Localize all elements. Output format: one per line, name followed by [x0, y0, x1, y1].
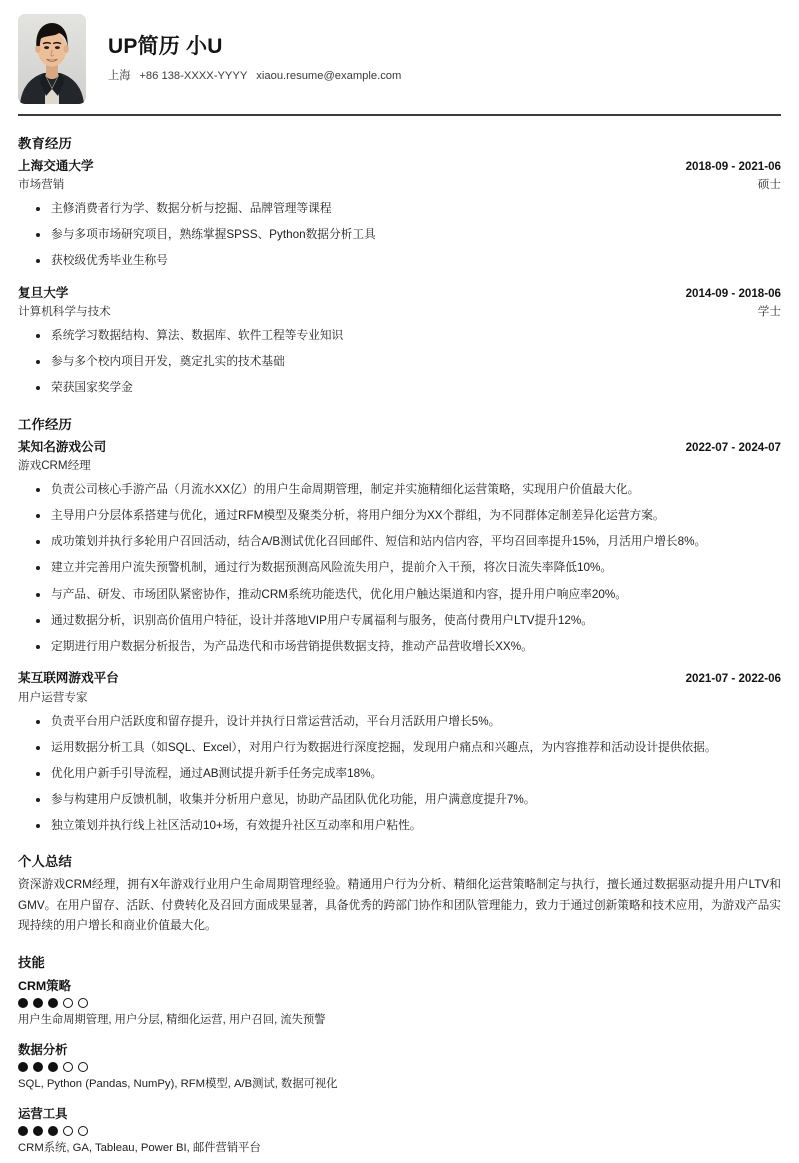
summary-text: 资深游戏CRM经理，拥有X年游戏行业用户生命周期管理经验。精通用户行为分析、精细化运营策略制定与执行，擅长通过数据驱动提升用户LTV和GMV。在用户留存、活跃、付费转化及召回方面成果显著，具备优秀的跨部门协作和团队管理能力，致力于通过创新策略和技术应用，为游戏产品实现持续的用户增长和商业价值最大化。 [18, 878, 781, 932]
contact-location: 上海 [108, 69, 131, 82]
list-item: 荣获国家奖学金 [18, 379, 781, 397]
education-entries [18, 157, 781, 397]
education-entry [18, 157, 781, 270]
school-name: 上海交通大学 [18, 158, 94, 173]
work-entries [18, 438, 781, 835]
work-entry-subheader [18, 689, 781, 707]
skill-dot-filled [33, 1062, 43, 1072]
company-name: 某知名游戏公司 [18, 439, 107, 454]
skill-name: 数据分析 [18, 1042, 68, 1057]
list-item: 系统学习数据结构、算法、数据库、软件工程等专业知识 [18, 327, 781, 345]
skill-group [18, 976, 781, 1029]
list-item: 参与多项市场研究项目，熟练掌握SPSS、Python数据分析工具 [18, 226, 781, 244]
school-major: 计算机科学与技术 [18, 305, 111, 319]
school-major: 市场营销 [18, 178, 65, 192]
contact-phone: +86 138-XXXX-YYYY [139, 69, 248, 82]
skill-dot-filled [18, 1126, 28, 1136]
list-item: 参与构建用户反馈机制，收集并分析用户意见，协助产品团队优化功能，用户满意度提升7%。 [18, 791, 781, 809]
section-summary [18, 851, 781, 935]
skill-group [18, 1040, 781, 1093]
skill-dot-filled [48, 998, 58, 1008]
header-text-block [108, 34, 401, 85]
school-degree: 硕士 [757, 178, 781, 192]
skill-level-dots [18, 1126, 781, 1136]
job-title: 游戏CRM经理 [18, 459, 91, 473]
list-item: 通过数据分析，识别高价值用户特征，设计并落地VIP用户专属福利与服务，使高付费用户LTV提升12%。 [18, 612, 781, 630]
work-bullets [18, 481, 781, 655]
section-title-summary: 个人总结 [18, 854, 72, 870]
list-item: 与产品、研发、市场团队紧密协作，推动CRM系统功能迭代，优化用户触达渠道和内容，提升用户响应率20%。 [18, 586, 781, 604]
portrait-photo-icon [18, 14, 86, 104]
skill-dot-filled [48, 1062, 58, 1072]
education-bullets [18, 327, 781, 397]
list-item: 参与多个校内项目开发，奠定扎实的技术基础 [18, 353, 781, 371]
skill-level-dots [18, 998, 781, 1008]
list-item: 主导用户分层体系搭建与优化，通过RFM模型及聚类分析，将用户细分为XX个群组，为不同群体定制差异化运营方案。 [18, 507, 781, 525]
education-bullets [18, 200, 781, 270]
school-name: 复旦大学 [18, 285, 69, 300]
skill-keywords: 用户生命周期管理, 用户分层, 精细化运营, 用户召回, 流失预警 [18, 1013, 326, 1026]
work-entry [18, 669, 781, 834]
skill-dot-filled [33, 998, 43, 1008]
section-skills [18, 952, 781, 1157]
education-entry-header [18, 284, 781, 304]
contact-email: xiaou.resume@example.com [256, 69, 402, 82]
education-entry-header [18, 157, 781, 177]
skill-dot-filled [33, 1126, 43, 1136]
education-entry-subheader [18, 303, 781, 321]
list-item: 定期进行用户数据分析报告，为产品迭代和市场营销提供数据支持，推动产品营收增长XX%。 [18, 638, 781, 656]
skill-dot-empty [63, 998, 73, 1008]
skill-level-dots [18, 1062, 781, 1072]
work-entry-header [18, 669, 781, 689]
skill-dot-filled [18, 1062, 28, 1072]
list-item: 独立策划并执行线上社区活动10+场，有效提升社区互动率和用户粘性。 [18, 817, 781, 835]
page-title: UP简历 小U [108, 34, 223, 58]
list-item: 建立并完善用户流失预警机制，通过行为数据预测高风险流失用户，提前介入干预，将次日流失率降低10%。 [18, 559, 781, 577]
company-date: 2021-07 - 2022-06 [685, 672, 781, 686]
school-degree: 学士 [757, 305, 781, 319]
resume-header [18, 0, 781, 104]
education-entry-subheader [18, 176, 781, 194]
list-item: 获校级优秀毕业生称号 [18, 252, 781, 270]
skill-dot-empty [78, 1126, 88, 1136]
skill-keywords: CRM系统, GA, Tableau, Power BI, 邮件营销平台 [18, 1141, 261, 1154]
work-entry-subheader [18, 457, 781, 475]
job-title: 用户运营专家 [18, 690, 88, 704]
section-work-experience [18, 414, 781, 835]
list-item: 运用数据分析工具（如SQL、Excel），对用户行为数据进行深度挖掘，发现用户痛点和兴趣点，为内容推荐和活动设计提供依据。 [18, 739, 781, 757]
education-entry [18, 284, 781, 397]
school-date: 2014-09 - 2018-06 [685, 286, 781, 300]
list-item: 成功策划并执行多轮用户召回活动，结合A/B测试优化召回邮件、短信和站内信内容，平均召回率提升15%，月活用户增长8%。 [18, 533, 781, 551]
skill-dot-filled [18, 998, 28, 1008]
work-bullets [18, 713, 781, 835]
company-name: 某互联网游戏平台 [18, 671, 119, 686]
section-title-skills: 技能 [18, 954, 45, 970]
skill-name: CRM策略 [18, 978, 71, 993]
skill-dot-empty [78, 998, 88, 1008]
work-entry-header [18, 438, 781, 458]
section-title-work: 工作经历 [18, 416, 72, 432]
skill-dot-empty [63, 1126, 73, 1136]
skill-dot-empty [63, 1062, 73, 1072]
skill-group [18, 1104, 781, 1157]
school-date: 2018-09 - 2021-06 [685, 159, 781, 173]
section-education [18, 133, 781, 397]
work-entry [18, 438, 781, 655]
skill-keywords: SQL, Python (Pandas, NumPy), RFM模型, A/B测试, 数据可视化 [18, 1077, 338, 1090]
skill-dot-empty [78, 1062, 88, 1072]
list-item: 负责公司核心手游产品（月流水XX亿）的用户生命周期管理，制定并实施精细化运营策略，实现用户价值最大化。 [18, 481, 781, 499]
skill-name: 运营工具 [18, 1106, 68, 1121]
avatar [18, 14, 86, 104]
list-item: 主修消费者行为学、数据分析与挖掘、品牌管理等课程 [18, 200, 781, 218]
section-title-education: 教育经历 [18, 135, 72, 151]
list-item: 优化用户新手引导流程，通过AB测试提升新手任务完成率18%。 [18, 765, 781, 783]
header-divider [18, 114, 781, 116]
list-item: 负责平台用户活跃度和留存提升，设计并执行日常运营活动，平台月活跃用户增长5%。 [18, 713, 781, 731]
company-date: 2022-07 - 2024-07 [685, 440, 781, 454]
contact-line [108, 69, 401, 85]
skill-dot-filled [48, 1126, 58, 1136]
